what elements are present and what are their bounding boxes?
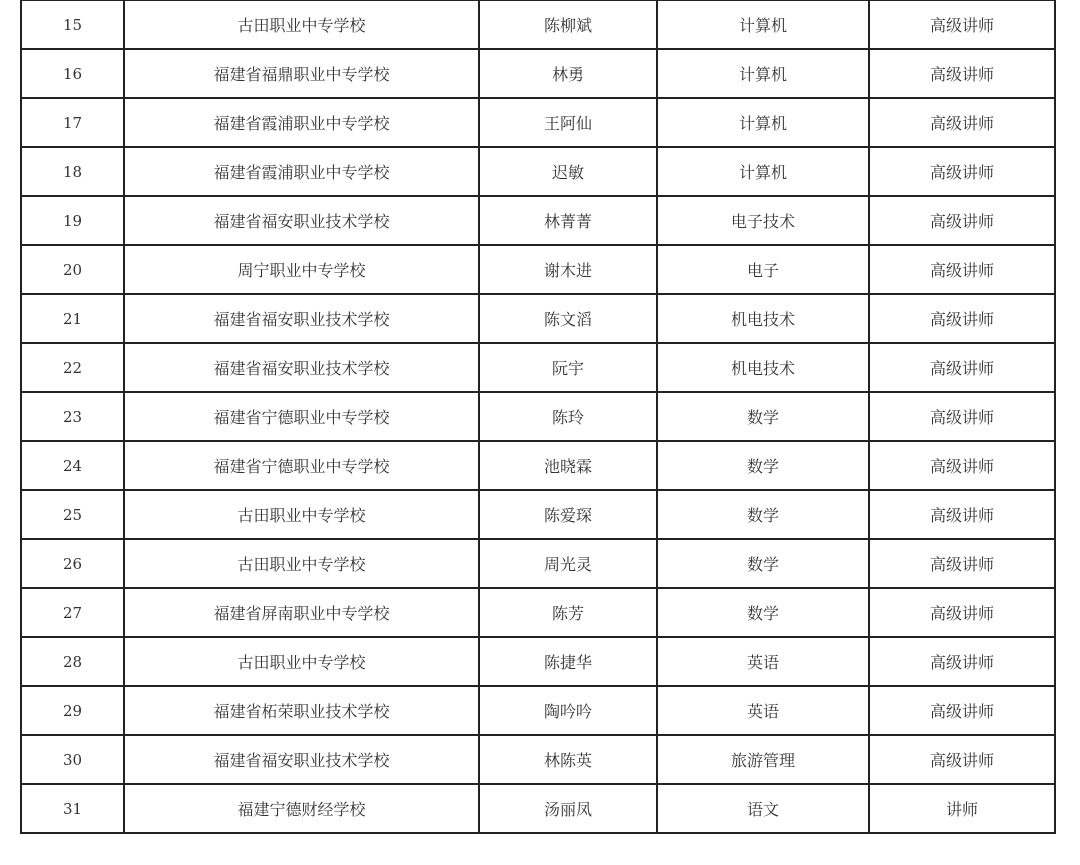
cell-name: 阮宇 (479, 343, 657, 392)
cell-number: 30 (21, 735, 124, 784)
cell-school: 福建省柘荣职业技术学校 (124, 686, 479, 735)
cell-number: 26 (21, 539, 124, 588)
table-row (21, 245, 1055, 294)
table-row (21, 343, 1055, 392)
cell-school: 古田职业中专学校 (124, 490, 479, 539)
cell-subject: 语文 (657, 784, 869, 833)
cell-school: 福建省霞浦职业中专学校 (124, 98, 479, 147)
table-row (21, 441, 1055, 490)
table-row (21, 784, 1055, 833)
table-row (21, 735, 1055, 784)
cell-school: 福建宁德财经学校 (124, 784, 479, 833)
cell-name: 汤丽凤 (479, 784, 657, 833)
cell-subject: 数学 (657, 441, 869, 490)
cell-number: 15 (21, 0, 124, 49)
table-row (21, 49, 1055, 98)
cell-title: 高级讲师 (869, 49, 1055, 98)
cell-subject: 数学 (657, 588, 869, 637)
cell-school: 周宁职业中专学校 (124, 245, 479, 294)
cell-subject: 英语 (657, 686, 869, 735)
cell-subject: 计算机 (657, 49, 869, 98)
cell-name: 陈玲 (479, 392, 657, 441)
cell-name: 陈文滔 (479, 294, 657, 343)
teacher-table (20, 0, 1056, 834)
cell-subject: 电子技术 (657, 196, 869, 245)
table-row (21, 392, 1055, 441)
cell-subject: 英语 (657, 637, 869, 686)
table-row (21, 490, 1055, 539)
table-body (21, 0, 1055, 833)
cell-name: 谢木进 (479, 245, 657, 294)
cell-title: 高级讲师 (869, 294, 1055, 343)
cell-subject: 机电技术 (657, 343, 869, 392)
cell-name: 陈柳斌 (479, 0, 657, 49)
cell-number: 20 (21, 245, 124, 294)
cell-title: 高级讲师 (869, 441, 1055, 490)
cell-school: 福建省霞浦职业中专学校 (124, 147, 479, 196)
cell-name: 陈爱琛 (479, 490, 657, 539)
cell-number: 16 (21, 49, 124, 98)
cell-subject: 机电技术 (657, 294, 869, 343)
cell-title: 高级讲师 (869, 637, 1055, 686)
cell-subject: 电子 (657, 245, 869, 294)
cell-subject: 计算机 (657, 98, 869, 147)
table-row (21, 637, 1055, 686)
cell-subject: 计算机 (657, 0, 869, 49)
cell-number: 22 (21, 343, 124, 392)
cell-school: 古田职业中专学校 (124, 539, 479, 588)
cell-subject: 旅游管理 (657, 735, 869, 784)
cell-title: 高级讲师 (869, 392, 1055, 441)
table-row (21, 539, 1055, 588)
cell-name: 迟敏 (479, 147, 657, 196)
cell-number: 27 (21, 588, 124, 637)
cell-subject: 数学 (657, 392, 869, 441)
cell-number: 31 (21, 784, 124, 833)
cell-title: 高级讲师 (869, 490, 1055, 539)
cell-number: 21 (21, 294, 124, 343)
table-row (21, 98, 1055, 147)
cell-school: 古田职业中专学校 (124, 637, 479, 686)
cell-title: 高级讲师 (869, 588, 1055, 637)
cell-name: 池晓霖 (479, 441, 657, 490)
table-row (21, 686, 1055, 735)
cell-number: 24 (21, 441, 124, 490)
cell-school: 福建省宁德职业中专学校 (124, 392, 479, 441)
cell-title: 高级讲师 (869, 686, 1055, 735)
cell-school: 福建省福安职业技术学校 (124, 343, 479, 392)
cell-title: 高级讲师 (869, 735, 1055, 784)
cell-school: 福建省福安职业技术学校 (124, 735, 479, 784)
cell-name: 林勇 (479, 49, 657, 98)
cell-name: 林菁菁 (479, 196, 657, 245)
cell-number: 28 (21, 637, 124, 686)
cell-school: 福建省福鼎职业中专学校 (124, 49, 479, 98)
cell-name: 王阿仙 (479, 98, 657, 147)
table-row (21, 147, 1055, 196)
cell-name: 周光灵 (479, 539, 657, 588)
cell-number: 17 (21, 98, 124, 147)
cell-name: 陈芳 (479, 588, 657, 637)
table-row (21, 0, 1055, 49)
cell-number: 18 (21, 147, 124, 196)
cell-school: 福建省屏南职业中专学校 (124, 588, 479, 637)
cell-school: 福建省宁德职业中专学校 (124, 441, 479, 490)
teacher-table-container (20, 0, 1056, 834)
table-row (21, 588, 1055, 637)
cell-title: 高级讲师 (869, 196, 1055, 245)
cell-name: 陈捷华 (479, 637, 657, 686)
cell-subject: 计算机 (657, 147, 869, 196)
cell-number: 23 (21, 392, 124, 441)
cell-subject: 数学 (657, 490, 869, 539)
cell-number: 29 (21, 686, 124, 735)
cell-school: 古田职业中专学校 (124, 0, 479, 49)
cell-number: 19 (21, 196, 124, 245)
cell-title: 高级讲师 (869, 245, 1055, 294)
cell-name: 林陈英 (479, 735, 657, 784)
cell-subject: 数学 (657, 539, 869, 588)
cell-name: 陶吟吟 (479, 686, 657, 735)
cell-title: 高级讲师 (869, 98, 1055, 147)
table-row (21, 294, 1055, 343)
cell-school: 福建省福安职业技术学校 (124, 294, 479, 343)
cell-title: 高级讲师 (869, 147, 1055, 196)
cell-title: 高级讲师 (869, 343, 1055, 392)
table-row (21, 196, 1055, 245)
cell-title: 高级讲师 (869, 0, 1055, 49)
cell-title: 高级讲师 (869, 539, 1055, 588)
cell-title: 讲师 (869, 784, 1055, 833)
cell-school: 福建省福安职业技术学校 (124, 196, 479, 245)
cell-number: 25 (21, 490, 124, 539)
